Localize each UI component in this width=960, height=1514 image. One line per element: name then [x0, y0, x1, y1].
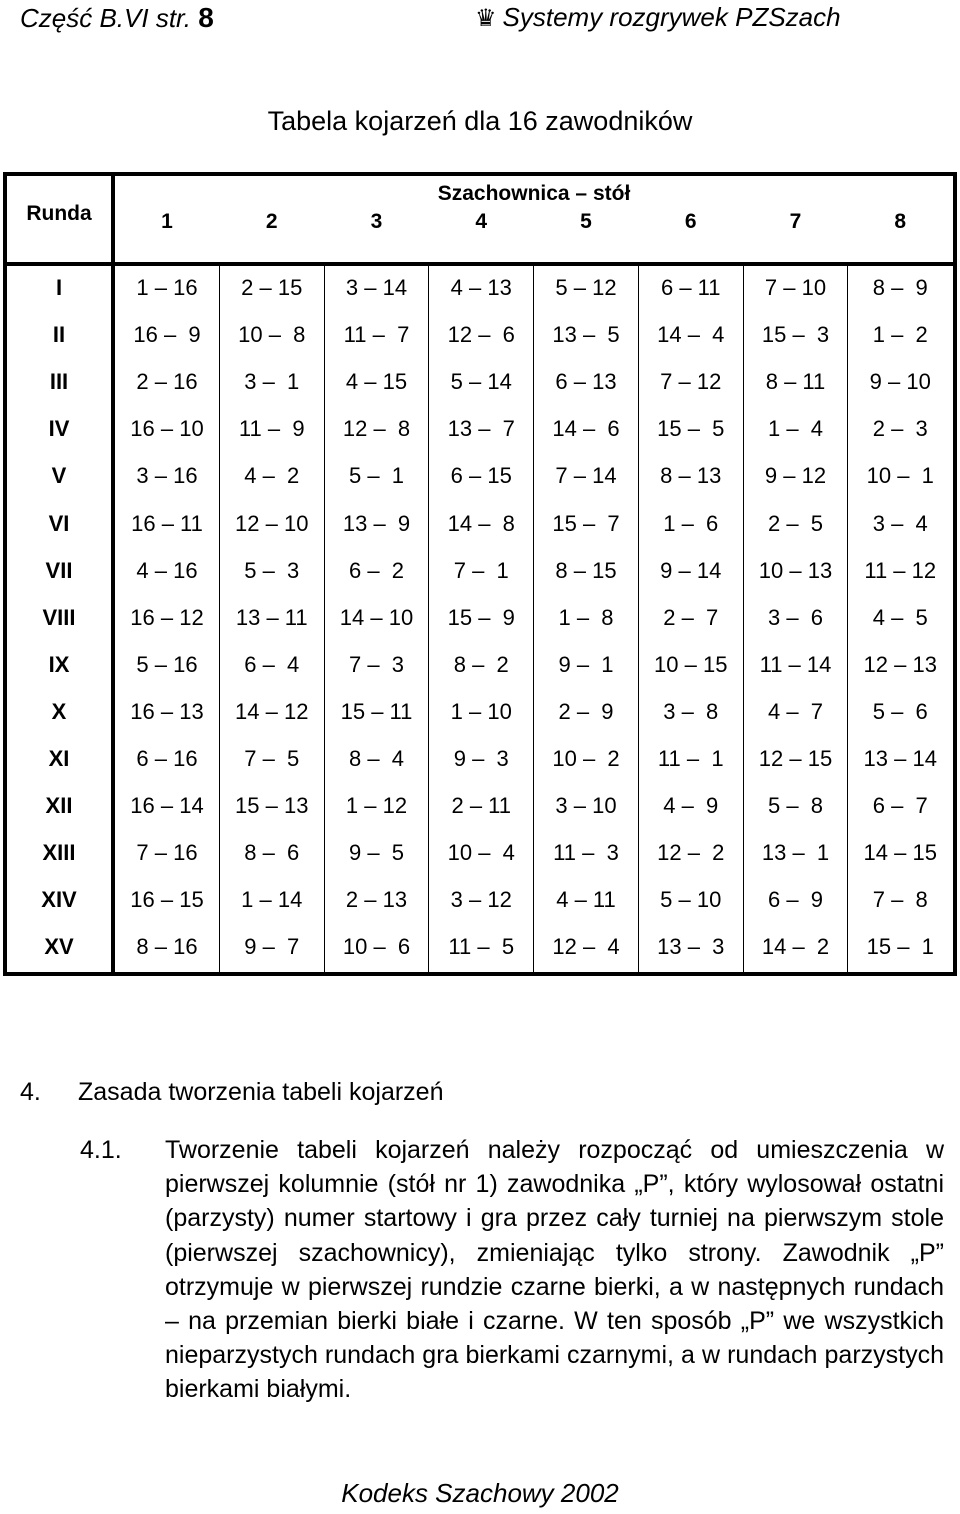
pairing-cell: 4 – 2: [244, 463, 300, 489]
round-number: III: [49, 369, 69, 395]
pairing-cell: 5 – 1: [348, 463, 405, 489]
pairing-cell: 7 – 16: [136, 840, 198, 866]
pairing-cell: 10 – 4: [447, 840, 515, 866]
pairing-cell: 15 – 1: [866, 934, 934, 960]
pairing-cell: 2 – 5: [767, 510, 824, 536]
table-row: [7, 829, 953, 876]
pairing-cell: 2 – 9: [558, 698, 614, 724]
pairing-cell: 9 – 3: [453, 746, 509, 771]
pairing-cell: 1 – 16: [136, 275, 198, 300]
pairing-cell: 5 – 14: [450, 369, 512, 395]
pairing-cell: 15 – 3: [761, 322, 830, 348]
round-number: II: [52, 322, 66, 348]
pairing-cell: 8 – 4: [348, 746, 405, 771]
pairing-cell: 9 – 7: [244, 934, 300, 960]
table-row: [7, 264, 953, 311]
pairing-cell: 12 – 2: [657, 840, 725, 866]
pairing-cell: 15 – 9: [447, 604, 515, 630]
pairing-cell: 16 – 15: [130, 887, 204, 913]
table-row: [7, 782, 953, 829]
pairing-cell: 9 – 14: [660, 557, 722, 583]
pairing-cell: 6 – 15: [450, 463, 512, 489]
pairing-cell: 11 – 3: [553, 840, 619, 866]
board-number-header: 5: [580, 210, 592, 233]
section-number: 4.: [20, 1078, 41, 1106]
table-row: [7, 923, 953, 970]
pairing-cell: 14 – 2: [761, 934, 830, 960]
pairing-cell: 1 – 14: [241, 887, 303, 913]
pairing-cell: 3 – 6: [767, 604, 824, 630]
pairing-cell: 9 – 5: [348, 840, 405, 866]
round-header-cell: [7, 176, 115, 262]
pairing-cell: 7 – 12: [660, 369, 722, 395]
section-title: Zasada tworzenia tabeli kojarzeń: [78, 1078, 444, 1106]
pairing-cell: 8 – 2: [453, 651, 509, 677]
page-footer: Kodeks Szachowy 2002: [341, 1478, 619, 1508]
pairing-cell: 16 – 14: [130, 793, 204, 819]
pairing-cell: 9 – 12: [764, 463, 827, 489]
pairing-cell: 14 – 6: [552, 416, 620, 442]
pairing-cell: 11 – 1: [657, 746, 724, 771]
pairing-cell: 2 – 16: [136, 369, 198, 395]
paragraph-4-1: [80, 1133, 944, 1407]
pairing-cell: 16 – 9: [133, 322, 201, 348]
table-row: [7, 876, 953, 923]
pairing-cell: 4 – 15: [345, 369, 408, 395]
round-number: XV: [44, 934, 74, 960]
round-number: VII: [45, 557, 73, 583]
pairing-cell: 3 – 4: [872, 510, 928, 536]
pairing-cell: 7 – 5: [244, 746, 300, 771]
pairing-cell: 8 – 6: [244, 840, 300, 866]
pairing-cell: 2 – 11: [451, 793, 512, 819]
pairing-cell: 11 – 14: [759, 651, 832, 677]
pairing-cell: 9 – 10: [869, 369, 931, 395]
pairing-cell: 10 – 2: [552, 746, 620, 771]
pairing-cell: 3 – 8: [663, 698, 719, 724]
pairing-cell: 13 – 9: [342, 510, 411, 536]
pairing-cell: 7 – 10: [764, 275, 827, 300]
pairing-cell: 5 – 10: [660, 887, 722, 913]
round-number: X: [51, 698, 67, 724]
table-title: Tabela kojarzeń dla 16 zawodników: [267, 106, 693, 136]
pairing-cell: 2 – 15: [241, 275, 303, 300]
pairing-cell: 9 – 1: [558, 651, 614, 677]
pairing-cell: 2 – 3: [872, 416, 928, 442]
paragraph-number: 4.1.: [80, 1136, 122, 1164]
pairing-cell: 6 – 11: [660, 275, 721, 300]
pairing-cell: 4 – 16: [136, 557, 198, 583]
table-row: [7, 500, 953, 547]
pairing-cell: 6 – 2: [348, 557, 405, 583]
round-number: XIII: [42, 840, 76, 866]
pairing-cell: 16 – 13: [130, 698, 204, 724]
pairing-cell: 5 – 8: [767, 793, 824, 819]
pairing-cell: 1 – 2: [872, 322, 928, 348]
pairing-cell: 10 – 6: [342, 934, 411, 960]
board-header-group: [115, 176, 953, 262]
pairing-cell: 16 – 10: [130, 416, 204, 442]
pairing-cell: 11 – 7: [343, 322, 410, 348]
pairing-cell: 4 – 9: [663, 793, 719, 819]
pairing-cell: 14 – 8: [447, 510, 515, 536]
table-row: [7, 641, 953, 688]
table-row: [7, 311, 953, 358]
pairing-cell: 3 – 14: [345, 275, 408, 300]
pairing-cell: 13 – 14: [863, 746, 937, 771]
pairing-cell: 2 – 13: [345, 887, 408, 913]
pairing-cell: 7 – 8: [872, 887, 928, 913]
round-number: IV: [48, 416, 70, 442]
round-column-header: Runda: [26, 202, 92, 225]
board-number-header: 3: [370, 210, 383, 233]
board-number-header: 8: [894, 210, 907, 233]
round-number: XII: [45, 793, 73, 819]
pairing-cell: 7 – 1: [453, 557, 509, 583]
round-number: I: [55, 275, 63, 300]
pairing-cell: 6 – 16: [136, 746, 198, 771]
table-row: [7, 452, 953, 499]
pairing-cell: 14 – 12: [235, 698, 309, 724]
pairing-cell: 8 – 15: [555, 557, 617, 583]
header-left: [20, 2, 214, 34]
pairing-cell: 6 – 9: [767, 887, 824, 913]
round-number: VIII: [42, 604, 76, 630]
board-group-header: Szachownica – stół: [437, 182, 631, 205]
pairing-cell: 1 – 8: [558, 604, 614, 630]
table-row: [7, 594, 953, 641]
pairing-cell: 1 – 12: [345, 793, 408, 819]
page-header: [20, 2, 940, 38]
pairing-cell: 5 – 6: [872, 698, 928, 724]
round-number: IX: [48, 651, 70, 677]
pairing-table: [3, 172, 957, 976]
table-row: [7, 547, 953, 594]
pairing-cell: 3 – 16: [136, 463, 198, 489]
header-title: Systemy rozgrywek PZSzach: [502, 2, 841, 32]
pairing-cell: 10 – 1: [866, 463, 934, 489]
round-number: XIV: [41, 887, 77, 913]
pairing-cell: 13 – 11: [235, 604, 308, 630]
pairing-cell: 1 – 4: [767, 416, 824, 442]
pairing-cell: 6 – 7: [872, 793, 928, 819]
pairing-cell: 12 – 13: [863, 651, 937, 677]
pairing-cell: 14 – 10: [339, 604, 414, 630]
pairing-cell: 7 – 14: [555, 463, 617, 489]
round-number: VI: [48, 510, 70, 536]
pairing-cell: 3 – 1: [244, 369, 300, 395]
pairing-cell: 8 – 9: [872, 275, 928, 300]
header-right: [475, 2, 841, 33]
header-part: Część B.VI str.: [20, 3, 199, 33]
board-number-header: 4: [475, 210, 488, 233]
chess-crown-icon: ♛: [475, 5, 497, 32]
pairing-cell: 4 – 13: [450, 275, 512, 300]
table-row: [7, 688, 953, 735]
pairing-cell: 10 – 13: [758, 557, 833, 583]
pairing-cell: 12 – 4: [552, 934, 620, 960]
pairing-cell: 5 – 12: [555, 275, 617, 300]
pairing-cell: 15 – 13: [235, 793, 309, 819]
pairing-cell: 10 – 15: [654, 651, 728, 677]
pairing-cell: 15 – 11: [340, 698, 413, 724]
pairing-cell: 12 – 8: [342, 416, 411, 442]
pairing-cell: 3 – 12: [450, 887, 512, 913]
pairing-cell: 12 – 6: [447, 322, 515, 348]
pairing-cell: 1 – 10: [450, 698, 512, 724]
pairing-cell: 13 – 3: [657, 934, 725, 960]
pairing-cell: 14 – 4: [657, 322, 725, 348]
table-row: [7, 358, 953, 405]
pairing-cell: 12 – 15: [758, 746, 833, 771]
page-number: 8: [198, 2, 214, 33]
round-number: V: [51, 463, 67, 489]
pairing-cell: 6 – 4: [244, 651, 300, 677]
pairing-cell: 4 – 5: [872, 604, 928, 630]
pairing-cell: 8 – 13: [660, 463, 722, 489]
table-row: [7, 405, 953, 452]
pairing-cell: 4 – 11: [556, 887, 616, 913]
pairing-cell: 11 – 5: [448, 934, 515, 960]
pairing-cell: 15 – 5: [657, 416, 725, 442]
pairing-cell: 12 – 10: [235, 510, 309, 536]
pairing-cell: 13 – 7: [447, 416, 515, 442]
pairing-cell: 11 – 12: [864, 557, 937, 583]
pairing-cell: 5 – 3: [244, 557, 300, 583]
pairing-cell: 6 – 13: [555, 369, 617, 395]
pairing-cell: 14 – 15: [863, 840, 937, 866]
section-heading: [20, 1078, 443, 1107]
paragraph-text: Tworzenie tabeli kojarzeń należy rozpocząć od umieszczenia w pierwszej kolumnie (stół nr 1) zawodnika „P”, który wylosował ostatni (parzysty) numer startowy i gra przez cały turniej na pierwszym stole (pierwszej szachownicy), zmieniając tylko strony. Zawodnik „P” otrzymuje w pierwszej rundzie czarne bierki, a w następnych rundach – na przemian bierki białe i czarne. W ten sposób „P” we wszystkich nieparzystych rundach gra bierkami czarnymi, a w rundach parzystych bierkami białymi.: [165, 1136, 944, 1404]
pairing-cell: 15 – 7: [552, 510, 620, 536]
pairing-cell: 8 – 16: [136, 934, 198, 960]
pairing-cell: 3 – 10: [555, 793, 617, 819]
pairing-cell: 7 – 3: [348, 651, 405, 677]
pairing-cell: 8 – 11: [765, 369, 826, 395]
pairing-cell: 13 – 5: [552, 322, 620, 348]
board-number-header: 2: [265, 210, 278, 233]
board-number-header: 1: [161, 210, 173, 233]
round-number: XI: [48, 746, 70, 771]
board-number-header: 6: [684, 210, 697, 233]
pairing-cell: 16 – 12: [130, 604, 204, 630]
pairing-cell: 5 – 16: [136, 651, 198, 677]
pairing-cell: 13 – 1: [761, 840, 830, 866]
pairing-cell: 1 – 6: [663, 510, 719, 536]
pairing-cell: 10 – 8: [238, 322, 306, 348]
pairing-cell: 11 – 9: [238, 416, 305, 442]
board-number-header: 7: [789, 210, 802, 233]
pairing-cell: 2 – 7: [663, 604, 719, 630]
pairing-cell: 16 – 11: [131, 510, 203, 536]
table-row: [7, 735, 953, 782]
pairing-cell: 4 – 7: [767, 698, 824, 724]
